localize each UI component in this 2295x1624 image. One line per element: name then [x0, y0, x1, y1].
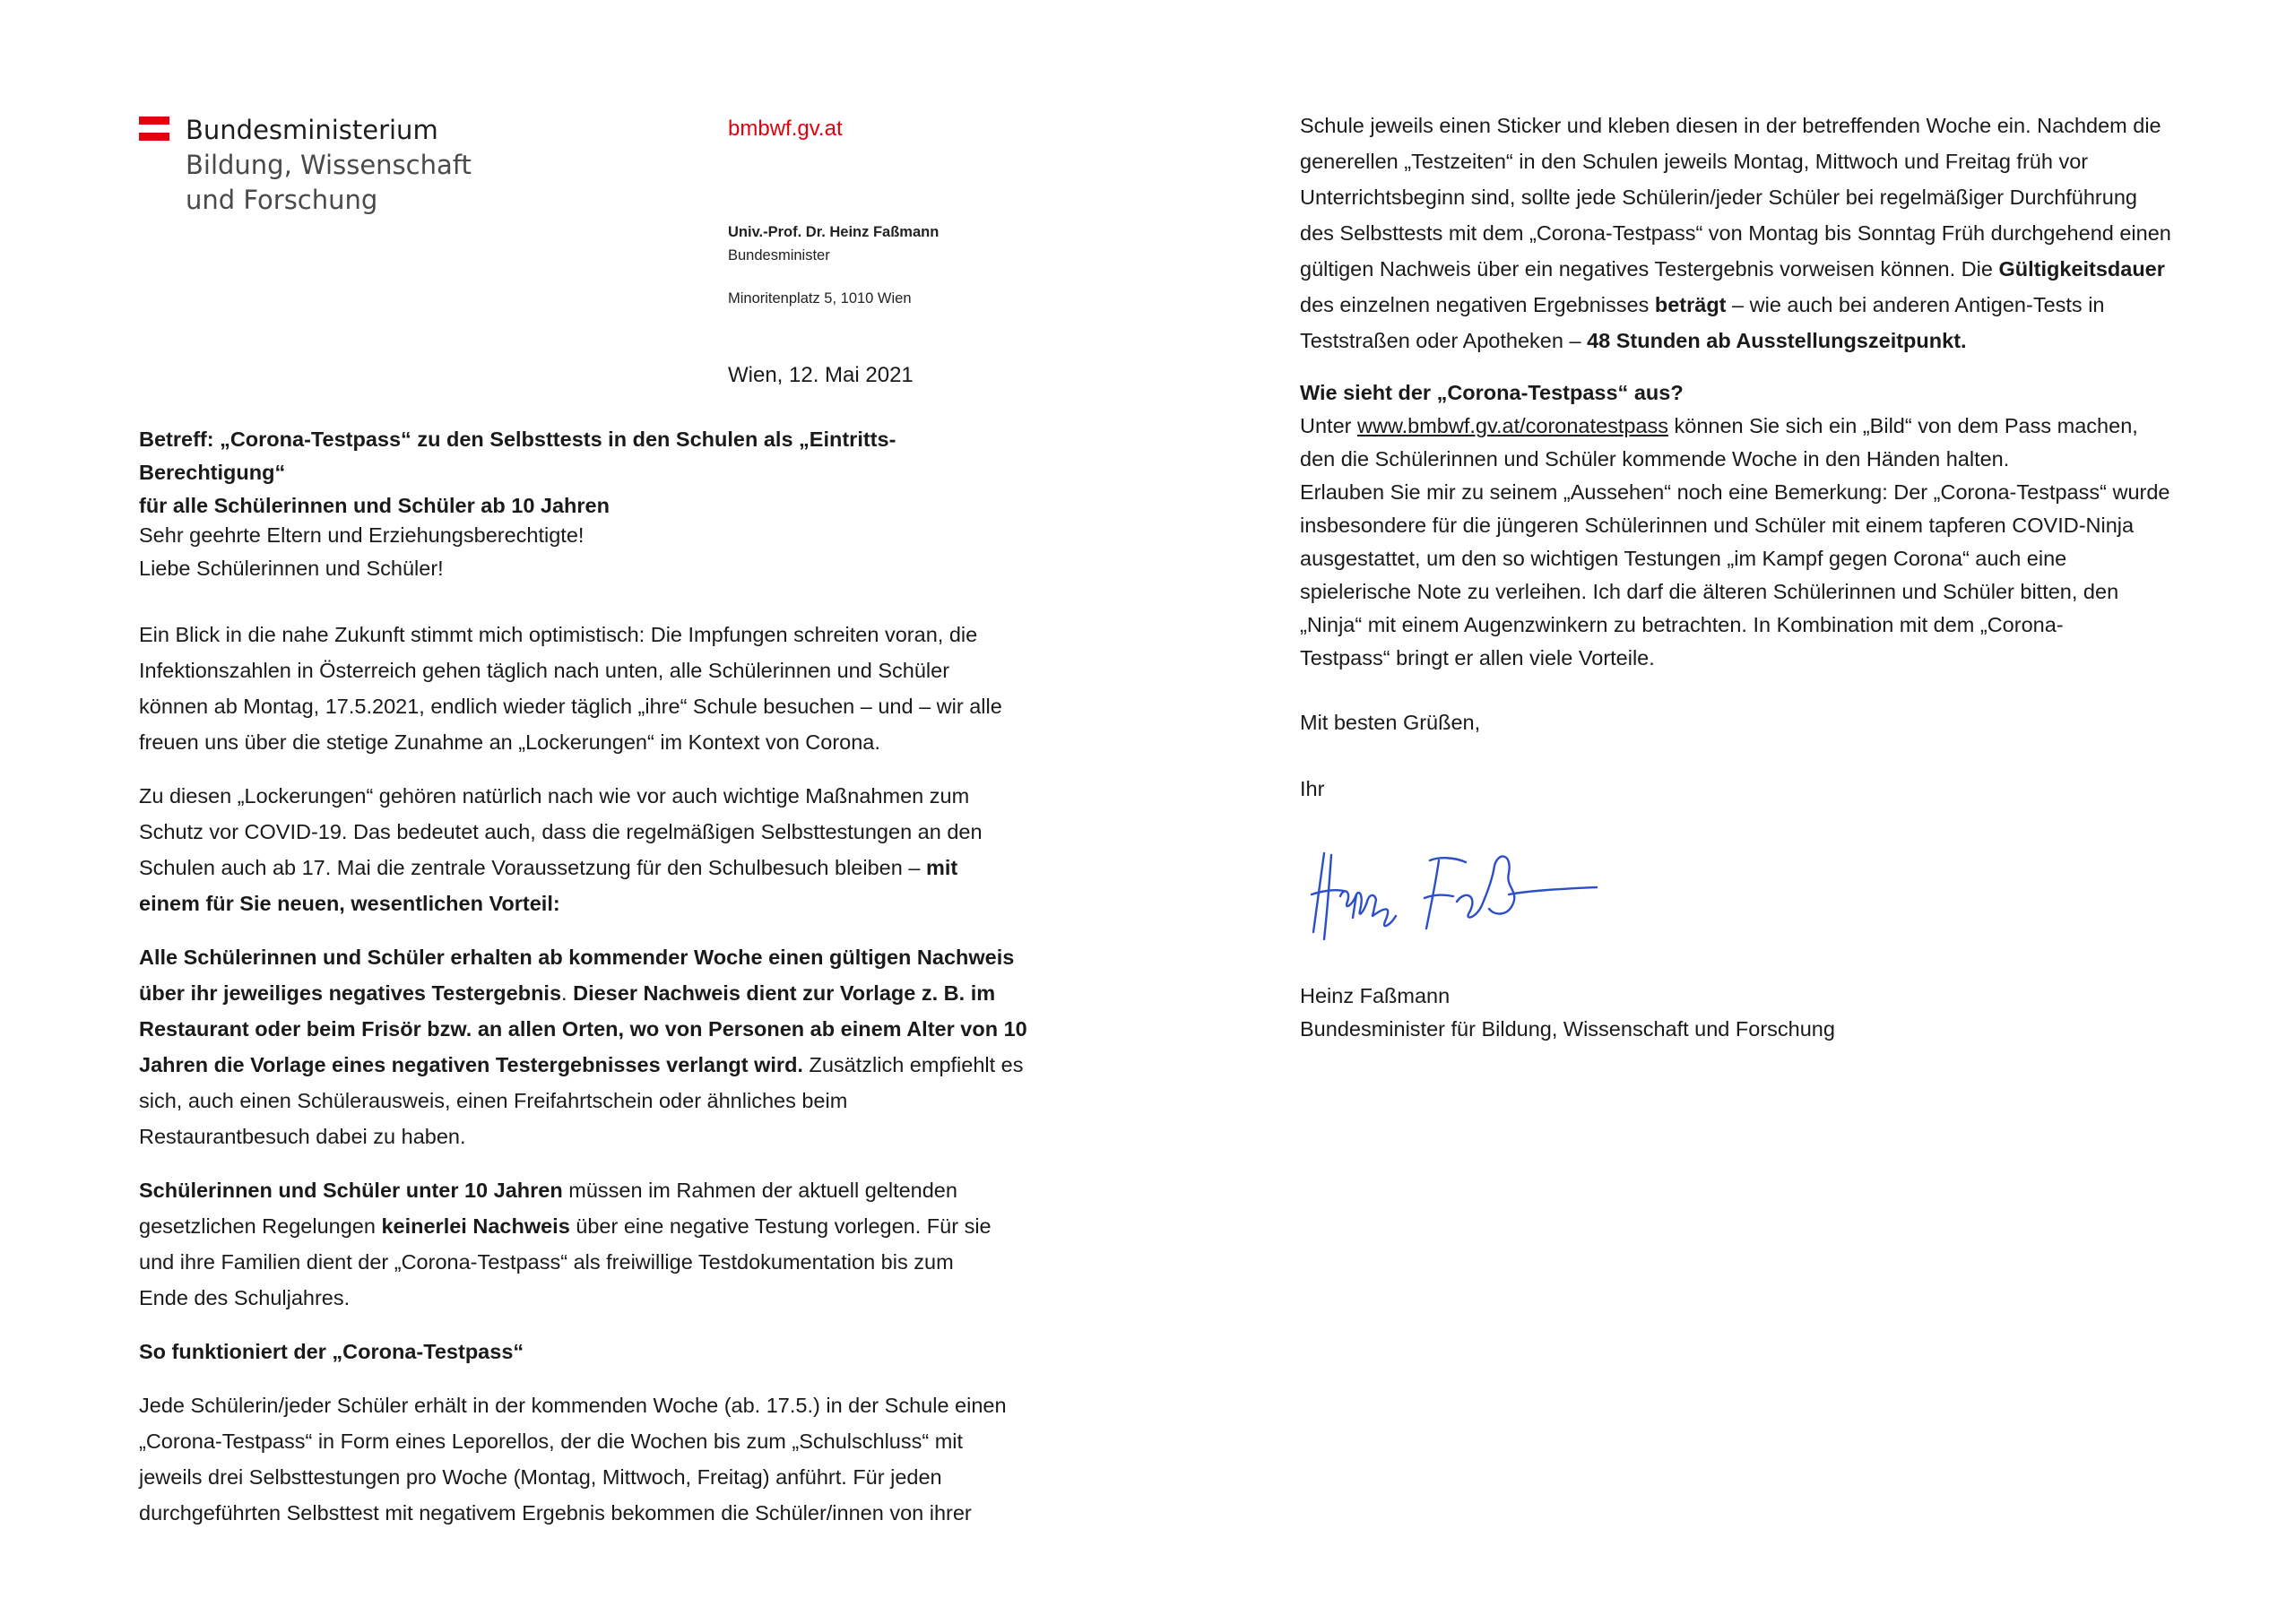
- paragraph-proof: [139, 939, 1034, 1154]
- text-inline: des einzelnen negativen Ergebnisses: [1300, 293, 1655, 316]
- ministry-website: bmbwf.gv.at: [728, 117, 843, 141]
- austrian-flag-icon: [139, 117, 169, 141]
- sender-address: Minoritenplatz 5, 1010 Wien: [728, 290, 912, 307]
- text-inline: Zusätzlich empfiehlt es: [802, 1053, 1024, 1076]
- text-bold: Jahren die Vorlage eines negativen Testergebnisses verlangt wird.: [139, 1053, 803, 1076]
- ministry-name-line: und Forschung: [186, 185, 378, 215]
- text-line: Schule jeweils einen Sticker und kleben diesen in der betreffenden Woche ein. Nachdem die: [1300, 114, 2161, 137]
- text-line: Testpass“ bringt er allen viele Vorteile.: [1300, 646, 1655, 669]
- letter-subject: [139, 423, 1026, 523]
- text-bold: 48 Stunden ab Ausstellungszeitpunkt.: [1587, 329, 1967, 352]
- coronatestpass-link[interactable]: www.bmbwf.gv.at/coronatestpass: [1357, 414, 1668, 437]
- text-bold: Dieser Nachweis dient zur Vorlage z. B. im: [573, 981, 996, 1005]
- paragraph-measures: [139, 778, 1034, 921]
- signature-drawing: [1304, 842, 1609, 950]
- text-inline: können Sie sich ein „Bild“ von dem Pass machen,: [1668, 414, 2138, 437]
- sender-name: Univ.-Prof. Dr. Heinz Faßmann: [728, 224, 940, 240]
- body-right: [1300, 108, 2196, 358]
- text-line: können ab Montag, 17.5.2021, endlich wieder täglich „ihre“ Schule besuchen – und – wir alle: [139, 695, 1002, 718]
- ministry-name: [186, 113, 544, 218]
- text-line: Schutz vor COVID-19. Das bedeutet auch, dass die regelmäßigen Selbsttestungen an den: [139, 820, 983, 843]
- text-line: Ende des Schuljahres.: [139, 1286, 351, 1309]
- text-line: „Ninja“ mit einem Augenzwinkern zu betrachten. In Kombination mit dem „Corona-: [1300, 613, 2064, 636]
- signer-block: [1300, 980, 1835, 1046]
- subject-line: für alle Schülerinnen und Schüler ab 10 Jahren: [139, 494, 610, 517]
- paragraph-ninja: [1300, 476, 2196, 675]
- ministry-name-line: Bildung, Wissenschaft: [186, 150, 472, 180]
- text-line: Unterrichtsbeginn sind, sollte jede Schülerin/jeder Schüler bei regelmäßiger Durchführung: [1300, 186, 2137, 209]
- text-bold: Schülerinnen und Schüler unter 10 Jahren: [139, 1179, 563, 1202]
- paragraph-link: [1300, 410, 2196, 476]
- text-inline: gültigen Nachweis über ein negatives Testergebnis vorweisen können. Die: [1300, 257, 1999, 281]
- text-line: Erlauben Sie mir zu seinem „Aussehen“ noch eine Bemerkung: Der „Corona-Testpass“ wurde: [1300, 480, 2170, 504]
- paragraph-leporello: [139, 1387, 1034, 1531]
- text-line: Ein Blick in die nahe Zukunft stimmt mich optimistisch: Die Impfungen schreiten voran, die: [139, 623, 978, 646]
- signer-title: Bundesminister für Bildung, Wissenschaft und Forschung: [1300, 1017, 1835, 1041]
- text-bold: keinerlei Nachweis: [381, 1214, 570, 1238]
- text-line: Zu diesen „Lockerungen“ gehören natürlich nach wie vor auch wichtige Maßnahmen zum: [139, 784, 970, 808]
- text-line: „Corona-Testpass“ in Form eines Leporellos, der die Wochen bis zum „Schulschluss“ mit: [139, 1430, 964, 1453]
- salutation-line: Liebe Schülerinnen und Schüler!: [139, 557, 444, 580]
- text-line: den die Schülerinnen und Schüler kommende Woche in den Händen halten.: [1300, 447, 2010, 471]
- salutation: [139, 519, 1034, 585]
- text-bold: So funktioniert der „Corona-Testpass“: [139, 1340, 524, 1363]
- text-inline: gesetzlichen Regelungen: [139, 1214, 382, 1238]
- section-appearance: [1300, 376, 2196, 675]
- text-line: Infektionszahlen in Österreich gehen täglich nach unten, alle Schülerinnen und Schüler: [139, 659, 950, 682]
- paragraph-under-10: [139, 1172, 1034, 1316]
- text-inline: müssen im Rahmen der aktuell geltenden: [562, 1179, 957, 1202]
- handwritten-signature: [1304, 842, 1609, 950]
- text-inline: Teststraßen oder Apotheken –: [1300, 329, 1588, 352]
- section-heading-how-it-works: [139, 1334, 1034, 1369]
- text-line: des Selbsttests mit dem „Corona-Testpass“ von Montag bis Sonntag Früh durchgehend einen: [1300, 221, 2171, 245]
- sender-block: [728, 220, 939, 267]
- ministry-name-line: Bundesministerium: [186, 115, 438, 145]
- text-bold: mit: [925, 856, 958, 879]
- subject-line: Betreff: „Corona-Testpass“ zu den Selbsttests in den Schulen als „Eintritts-Berechtigung“: [139, 428, 896, 484]
- text-inline: .: [561, 981, 574, 1005]
- text-line: und ihre Familien dient der „Corona-Testpass“ als freiwillige Testdokumentation bis zum: [139, 1250, 954, 1274]
- text-bold: über ihr jeweiliges negatives Testergebnis: [139, 981, 562, 1005]
- text-line: Restaurantbesuch dabei zu haben.: [139, 1125, 466, 1148]
- salutation-line: Sehr geehrte Eltern und Erziehungsberechtigte!: [139, 523, 585, 547]
- closing-ihr: Ihr: [1300, 777, 1325, 800]
- letter-date: Wien, 12. Mai 2021: [728, 363, 914, 387]
- text-bold: Gültigkeitsdauer: [1998, 257, 2165, 281]
- sender-title: Bundesminister: [728, 247, 830, 263]
- text-line: sich, auch einen Schülerausweis, einen Freifahrtschein oder ähnliches beim: [139, 1089, 848, 1112]
- text-bold: Restaurant oder beim Frisör bzw. an allen Orten, wo von Personen ab einem Alter von 10: [139, 1017, 1027, 1041]
- section-heading-appearance: Wie sieht der „Corona-Testpass“ aus?: [1300, 381, 1684, 404]
- paragraph-validity: [1300, 108, 2196, 358]
- text-line: generellen „Testzeiten“ in den Schulen jeweils Montag, Mittwoch und Freitag früh vor: [1300, 150, 2089, 173]
- body-left: [139, 617, 1034, 1549]
- text-line: freuen uns über die stetige Zunahme an „Lockerungen“ im Kontext von Corona.: [139, 730, 880, 754]
- text-line: ausgestattet, um den so wichtigen Testungen „im Kampf gegen Corona“ auch eine: [1300, 547, 2067, 570]
- text-line: Schulen auch ab 17. Mai die zentrale Voraussetzung für den Schulbesuch bleiben –: [139, 856, 926, 879]
- text-inline: über eine negative Testung vorlegen. Für sie: [569, 1214, 992, 1238]
- text-line: insbesondere für die jüngeren Schülerinnen und Schüler mit einem tapferen COVID-Ninja: [1300, 514, 2135, 537]
- signer-name: Heinz Faßmann: [1300, 984, 1451, 1007]
- closing: Mit besten Grüßen,: [1300, 711, 1481, 734]
- text-line: jeweils drei Selbsttestungen pro Woche (Montag, Mittwoch, Freitag) anführt. Für jeden: [139, 1465, 942, 1489]
- text-bold: einem für Sie neuen, wesentlichen Vorteil:: [139, 892, 560, 915]
- text-line: spielerische Note zu verleihen. Ich darf die älteren Schülerinnen und Schüler bitten, den: [1300, 580, 2119, 603]
- text-line: Jede Schülerin/jeder Schüler erhält in der kommenden Woche (ab. 17.5.) in der Schule einen: [139, 1394, 1007, 1417]
- paragraph-outlook: [139, 617, 1034, 760]
- text-inline: – wie auch bei anderen Antigen-Tests in: [1726, 293, 2105, 316]
- text-line: durchgeführten Selbsttest mit negativem Ergebnis bekommen die Schüler/innen von ihrer: [139, 1501, 972, 1525]
- text-inline: Unter: [1300, 414, 1357, 437]
- text-bold: Alle Schülerinnen und Schüler erhalten ab kommender Woche einen gültigen Nachweis: [139, 946, 1015, 969]
- text-bold: beträgt: [1654, 293, 1727, 316]
